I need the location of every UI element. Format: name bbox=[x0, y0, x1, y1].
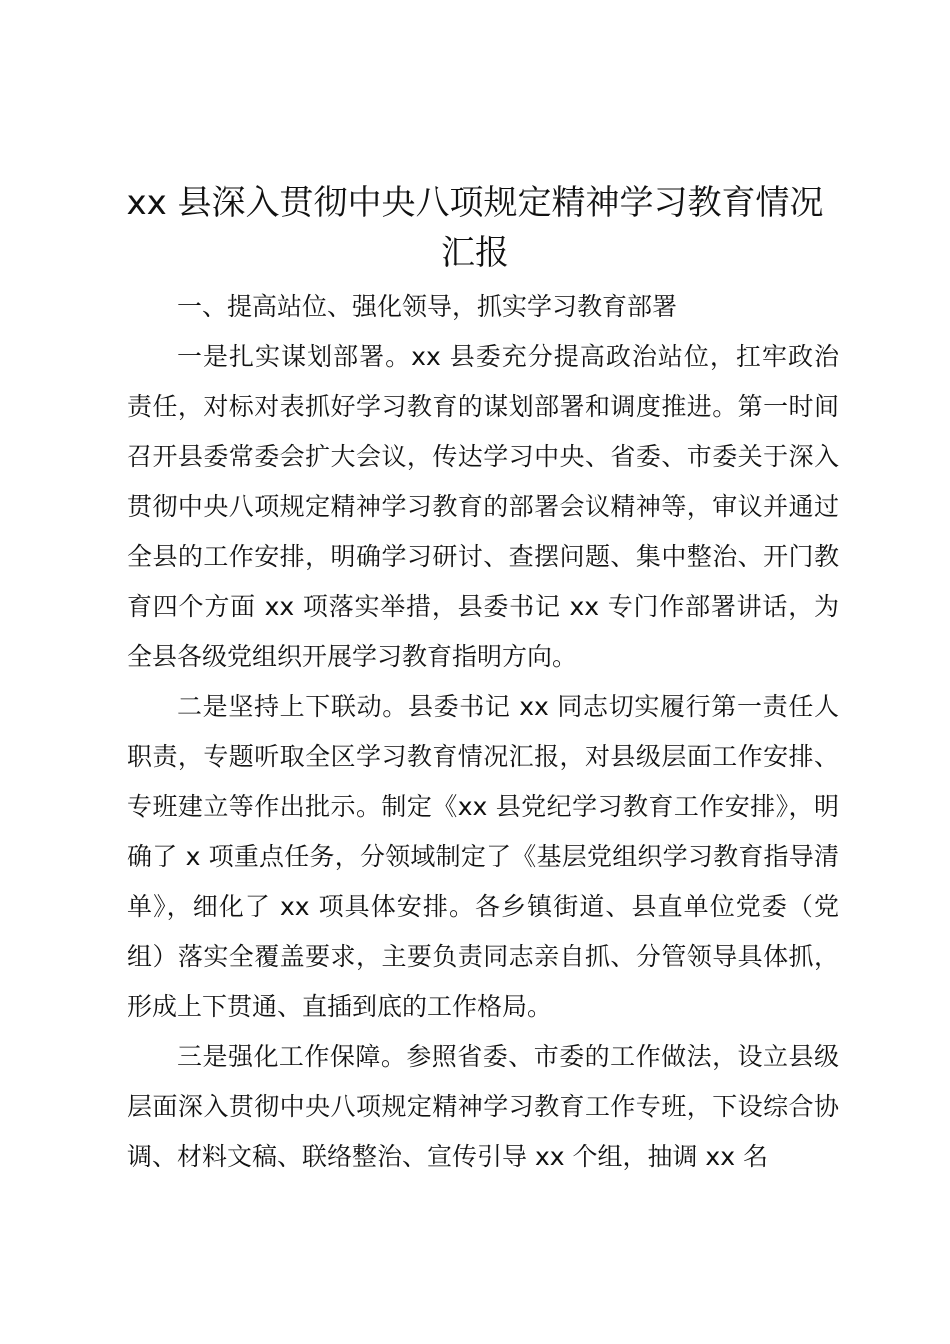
document-title: xx 县深入贯彻中央八项规定精神学习教育情况汇报 bbox=[126, 183, 824, 273]
section-heading: 一、提高站位、强化领导，抓实学习教育部署 bbox=[177, 292, 678, 321]
document-body bbox=[127, 282, 839, 1182]
paragraph-3: 三是强化工作保障。参照省委、市委的工作做法，设立县级层面深入贯彻中央八项规定精神学习教育工作专班，下设综合协调、材料文稿、联络整治、宣传引导 xx 个组，抽调 xx 名 bbox=[127, 1042, 839, 1171]
paragraph-2: 二是坚持上下联动。县委书记 xx 同志切实履行第一责任人职责，专题听取全区学习教育情况汇报，对县级层面工作安排、专班建立等作出批示。制定《xx 县党纪学习教育工作安排》，明确了 x 项重点任务，分领域制定了《基层党组织学习教育指导清单》，细化了 xx 项具体安排。各乡镇街道、县直单位党委（党组）落实全覆盖要求，主要负责同志亲自抓、分管领导具体抓，形成上下贯通、直插到底的工作格局。 bbox=[127, 692, 839, 1021]
paragraph-1: 一是扎实谋划部署。xx 县委充分提高政治站位，扛牢政治责任，对标对表抓好学习教育的谋划部署和调度推进。第一时间召开县委常委会扩大会议，传达学习中央、省委、市委关于深入贯彻中央八项规定精神学习教育的部署会议精神等，审议并通过全县的工作安排，明确学习研讨、查摆问题、集中整治、开门教育四个方面 xx 项落实举措，县委书记 xx 专门作部署讲话，为全县各级党组织开展学习教育指明方向。 bbox=[127, 342, 839, 671]
